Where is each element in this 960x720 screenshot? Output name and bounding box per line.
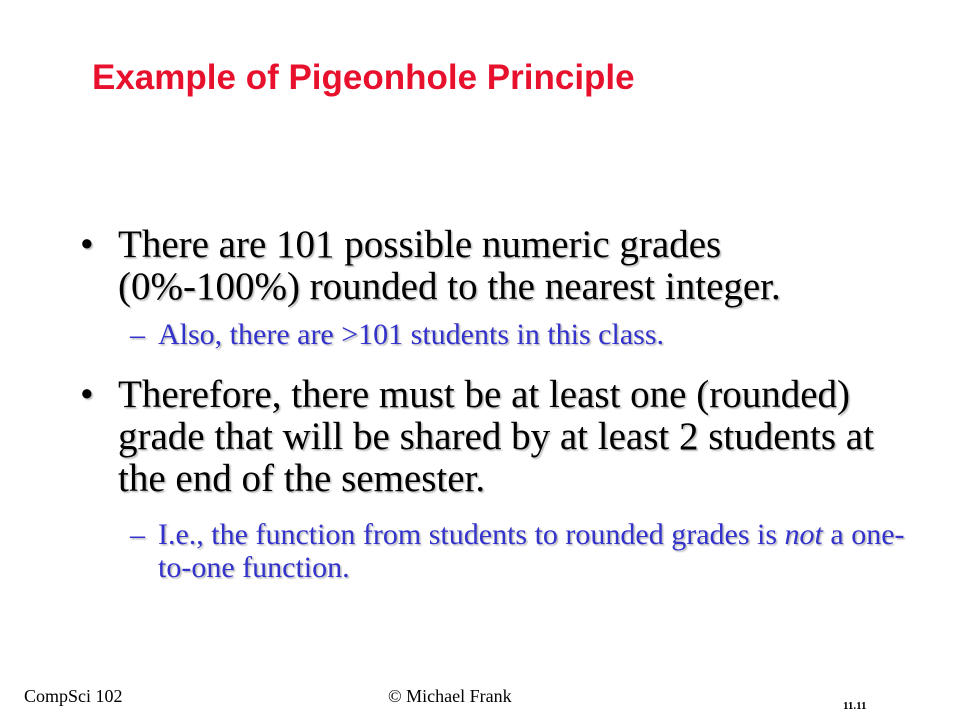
bullet-text: There are 101 possible numeric grades (0%-100%) rounded to the nearest integer. bbox=[118, 223, 781, 308]
sub-bullet-item bbox=[130, 518, 910, 584]
bullet-text: Therefore, there must be at least one (rounded) grade that will be shared by at least 2 students at the end of the semester. bbox=[118, 373, 874, 500]
sub-bullet-marker: – bbox=[130, 318, 145, 351]
sub-bullet-item bbox=[130, 318, 910, 351]
sub-bullet-text-end: a one-to-one function. bbox=[158, 518, 905, 584]
slide-number: 11.11 bbox=[843, 700, 867, 712]
footer-course: CompSci 102 bbox=[24, 686, 123, 706]
sub-bullet-marker: – bbox=[130, 518, 145, 551]
bullet-marker: • bbox=[80, 373, 94, 416]
emphasis-text: not bbox=[784, 518, 823, 551]
sub-bullet-text bbox=[158, 518, 910, 584]
sub-bullet-text: Also, there are >101 students in this class. bbox=[158, 318, 665, 351]
footer-copyright: © Michael Frank bbox=[388, 686, 512, 706]
bullet-marker: • bbox=[80, 223, 94, 266]
sub-bullet-text-start: I.e., the function from students to rounded grades is bbox=[158, 518, 785, 551]
bullet-item bbox=[80, 374, 900, 500]
slide-title: Example of Pigeonhole Principle bbox=[92, 58, 635, 97]
bullet-item bbox=[80, 224, 900, 308]
